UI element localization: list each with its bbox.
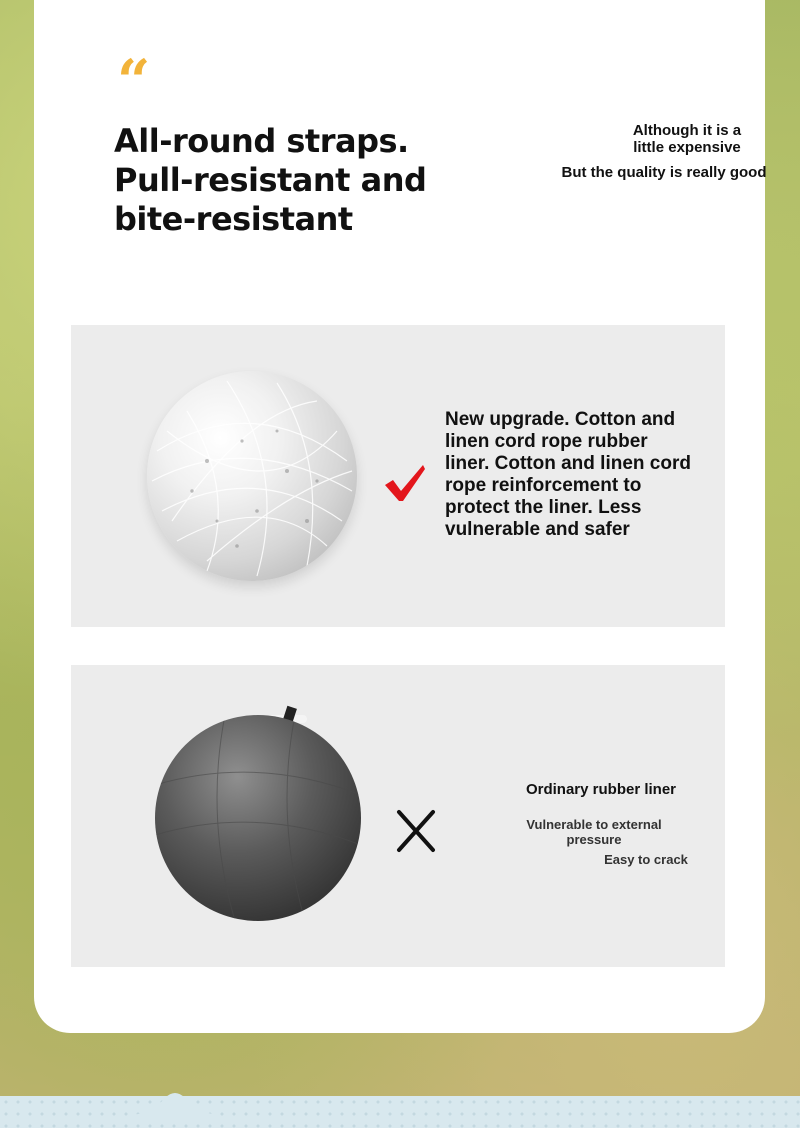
headline [114,122,474,239]
quote-mark-icon: “ [117,47,151,115]
upgrade-panel [71,325,725,627]
bottom-notch-decoration [120,1090,230,1116]
upgrade-description: New upgrade. Cotton and linen cord rope rubber liner. Cotton and linen cord rope reinforcement to protect the liner. Less vulnerable and safer [445,409,691,540]
headline-line-3: bite-resistant [114,200,353,238]
side-note-line-1: Although it is a little expensive [632,122,742,156]
cross-icon [395,808,437,854]
side-note [534,122,794,181]
ordinary-title: Ordinary rubber liner [525,781,677,798]
ordinary-sub-2: Easy to crack [604,852,688,867]
headline-line-1: All-round straps. [114,122,409,160]
ordinary-sub-1: Vulnerable to external pressure [526,817,662,847]
cotton-rope-ball-image [147,371,357,581]
ordinary-panel [71,665,725,967]
rubber-liner-ball-image [155,715,361,921]
side-note-line-2: But the quality is really good [561,164,767,181]
headline-line-2: Pull-resistant and [114,161,427,199]
checkmark-icon [383,461,427,505]
